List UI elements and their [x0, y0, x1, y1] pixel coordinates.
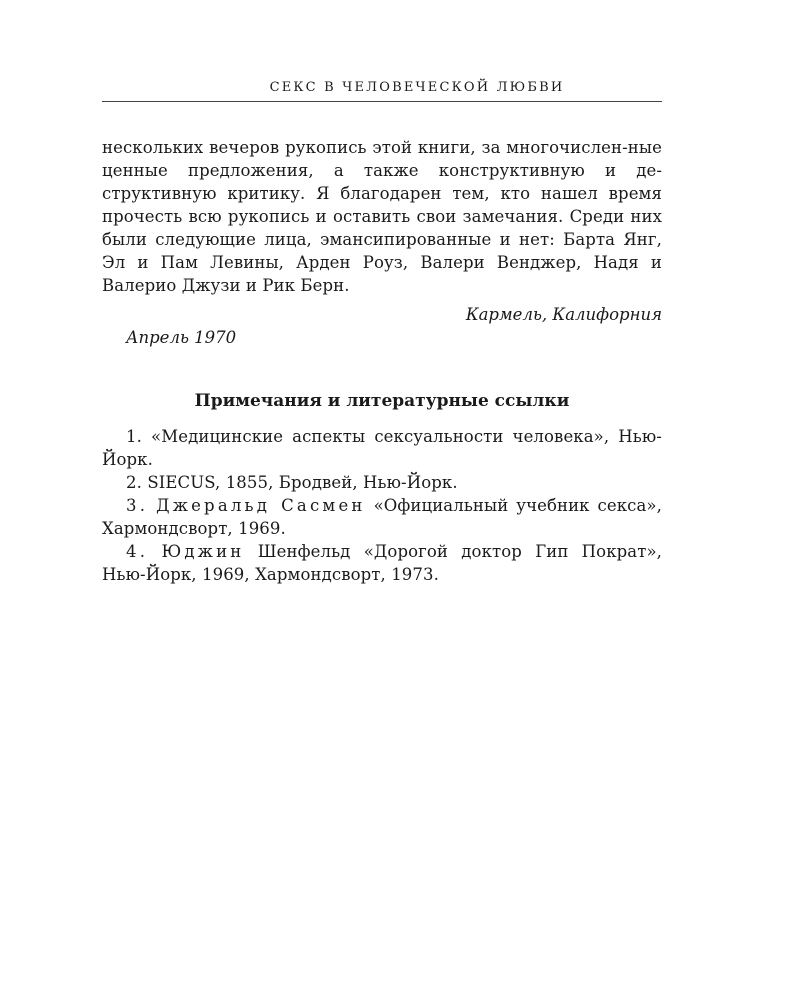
- note-number: 4.: [126, 542, 149, 561]
- note-author: Джеральд Сасмен: [156, 496, 366, 515]
- note-item-2: [102, 471, 662, 494]
- running-head: СЕКС В ЧЕЛОВЕЧЕСКОЙ ЛЮБВИ: [269, 80, 565, 95]
- notes-list: [102, 425, 662, 586]
- note-item-1: [102, 425, 662, 471]
- note-text: Шенфельд «Дорогой доктор Гип Пократ», Нью-Йорк, 1969, Хармондсворт, 1973.: [102, 542, 662, 584]
- note-number: 1.: [126, 427, 142, 446]
- note-author: Юджин: [161, 542, 245, 561]
- body-paragraph: нескольких вечеров рукопись этой книги, за многочислен-ные ценные предложения, а также конструктивную и де-структивную критику. Я благодарен тем, кто нашел время прочесть всю рукопись и оставить свои замечания. Среди них были следующие лица, эмансипированные и нет: Барта Янг, Эл и Пам Левины, Арден Роуз, Валери Венджер, Надя и Валерио Джузи и Рик Берн.: [102, 138, 662, 295]
- note-text: SIECUS, 1855, Бродвей, Нью-Йорк.: [147, 473, 458, 492]
- notes-title: Примечания и литературные ссылки: [194, 391, 570, 411]
- header-rule: [102, 101, 662, 102]
- note-number: 3.: [126, 496, 149, 515]
- signature-date: Апрель 1970: [126, 328, 237, 347]
- note-text: «Медицинские аспекты сексуальности человека», Нью-Йорк.: [102, 427, 662, 469]
- note-item-4: [102, 540, 662, 586]
- note-text: «Официальный учебник секса», Хармондсворт, 1969.: [102, 496, 662, 538]
- book-page: [102, 78, 662, 586]
- signature-place: Кармель, Калифорния: [465, 305, 662, 324]
- note-number: 2.: [126, 473, 142, 492]
- note-item-3: [102, 494, 662, 540]
